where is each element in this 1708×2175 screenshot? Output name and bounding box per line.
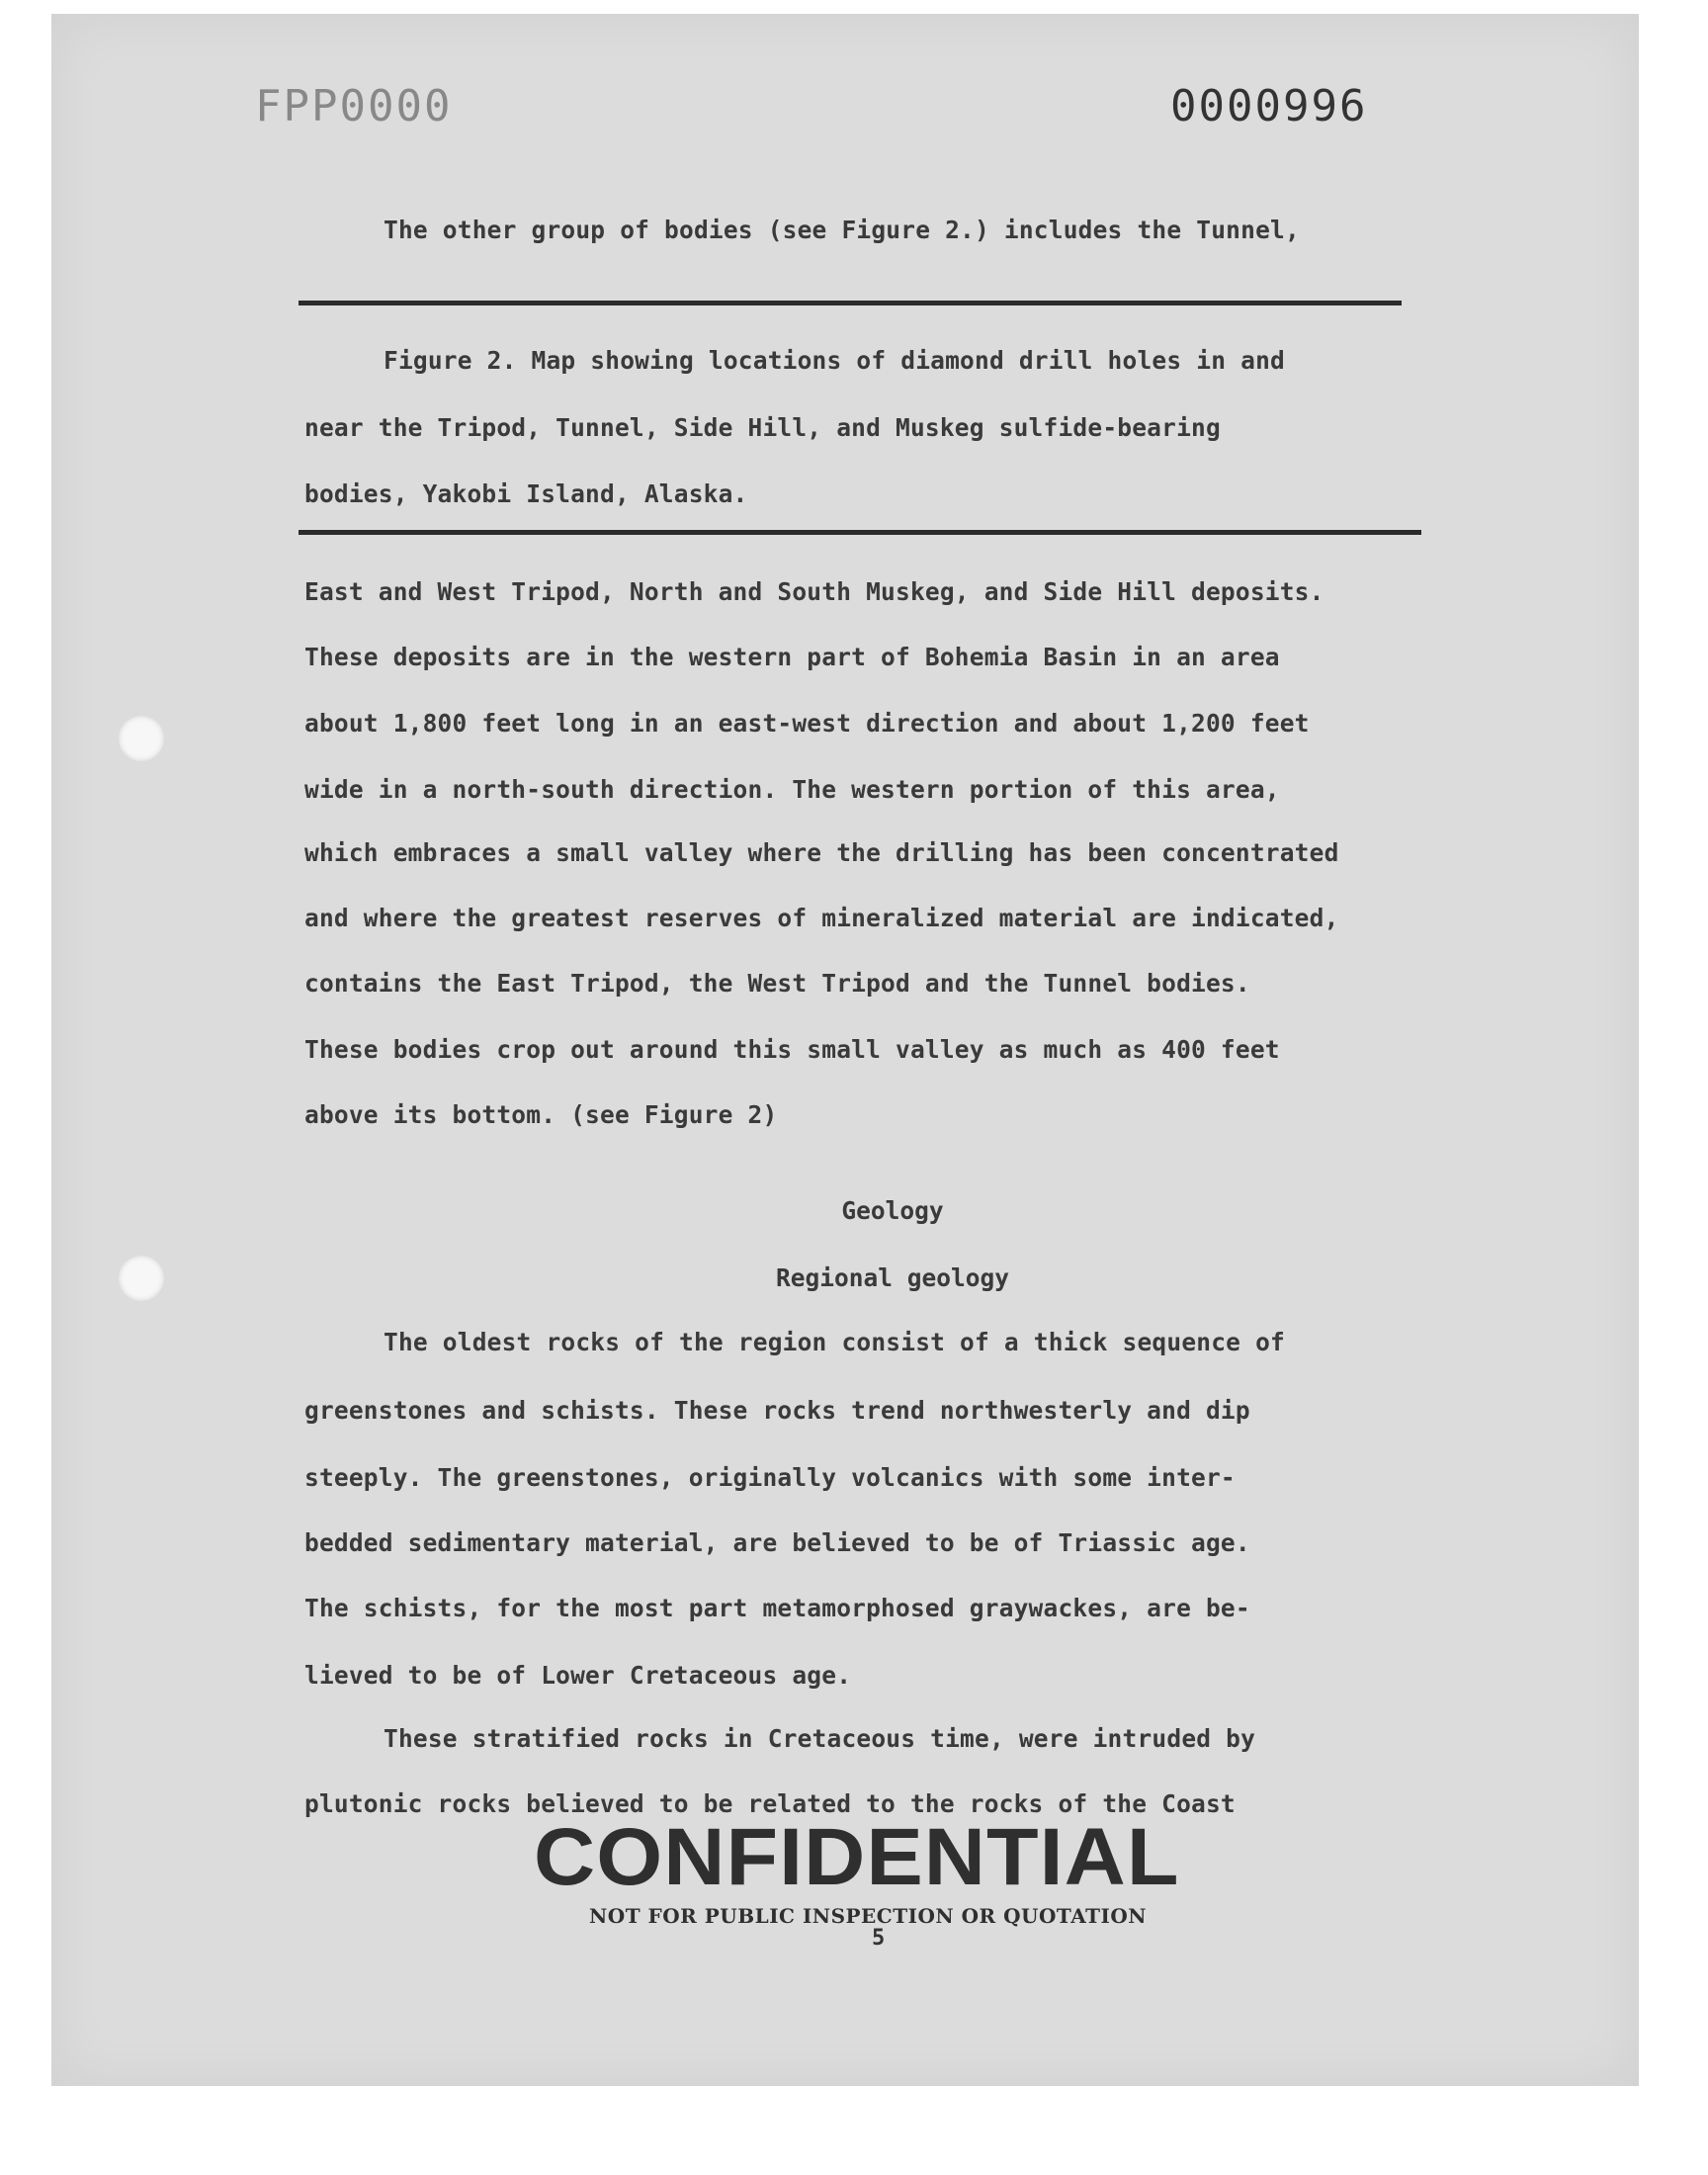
- paragraph-line: These stratified rocks in Cretaceous time, were intruded by: [384, 1724, 1256, 1753]
- paragraph-line: The schists, for the most part metamorphosed graywackes, are be-: [304, 1594, 1250, 1622]
- figure-caption-line: Figure 2. Map showing locations of diamond drill holes in and: [384, 346, 1285, 375]
- paragraph-line: These bodies crop out around this small valley as much as 400 feet: [304, 1035, 1280, 1064]
- document-code-right: 0000996: [1170, 81, 1368, 131]
- stamp-main-text: CONFIDENTIAL: [534, 1812, 1180, 1902]
- paragraph-line: lieved to be of Lower Cretaceous age.: [304, 1661, 852, 1690]
- paragraph-line: East and West Tripod, North and South Muskeg, and Side Hill deposits.: [304, 577, 1324, 606]
- figure-caption-line: bodies, Yakobi Island, Alaska.: [304, 479, 748, 508]
- paragraph-line: about 1,800 feet long in an east-west direction and about 1,200 feet: [304, 709, 1310, 738]
- punch-hole: [119, 716, 164, 761]
- stamp-sub-text: NOT FOR PUBLIC INSPECTION OR QUOTATION: [589, 1904, 1148, 1928]
- caption-rule-bottom: [299, 530, 1421, 535]
- paragraph-line: contains the East Tripod, the West Tripod and the Tunnel bodies.: [304, 969, 1250, 998]
- paragraph-line: which embraces a small valley where the drilling has been concentrated: [304, 838, 1339, 867]
- subsection-heading: Regional geology: [775, 1263, 1009, 1292]
- paragraph-line: The oldest rocks of the region consist of a thick sequence of: [384, 1328, 1285, 1356]
- figure-caption-line: near the Tripod, Tunnel, Side Hill, and Muskeg sulfide-bearing: [304, 413, 1221, 442]
- intro-line: The other group of bodies (see Figure 2.) includes the Tunnel,: [384, 216, 1300, 244]
- page-number: 5: [872, 1926, 886, 1951]
- paragraph-line: These deposits are in the western part of Bohemia Basin in an area: [304, 643, 1280, 671]
- confidential-stamp: [534, 1812, 1285, 1928]
- section-heading: Geology: [841, 1196, 944, 1225]
- paragraph-line: above its bottom. (see Figure 2): [304, 1100, 778, 1129]
- caption-rule-top: [299, 301, 1402, 305]
- paragraph-line: bedded sedimentary material, are believed to be of Triassic age.: [304, 1528, 1250, 1557]
- paragraph-line: steeply. The greenstones, originally volcanics with some inter-: [304, 1463, 1236, 1492]
- document-code-left: FPP0000: [255, 81, 453, 131]
- paragraph-line: greenstones and schists. These rocks trend northwesterly and dip: [304, 1396, 1250, 1425]
- paragraph-line: and where the greatest reserves of mineralized material are indicated,: [304, 904, 1339, 932]
- paragraph-line: plutonic rocks believed to be related to the rocks of the Coast: [304, 1789, 1236, 1818]
- paragraph-line: wide in a north-south direction. The western portion of this area,: [304, 775, 1280, 804]
